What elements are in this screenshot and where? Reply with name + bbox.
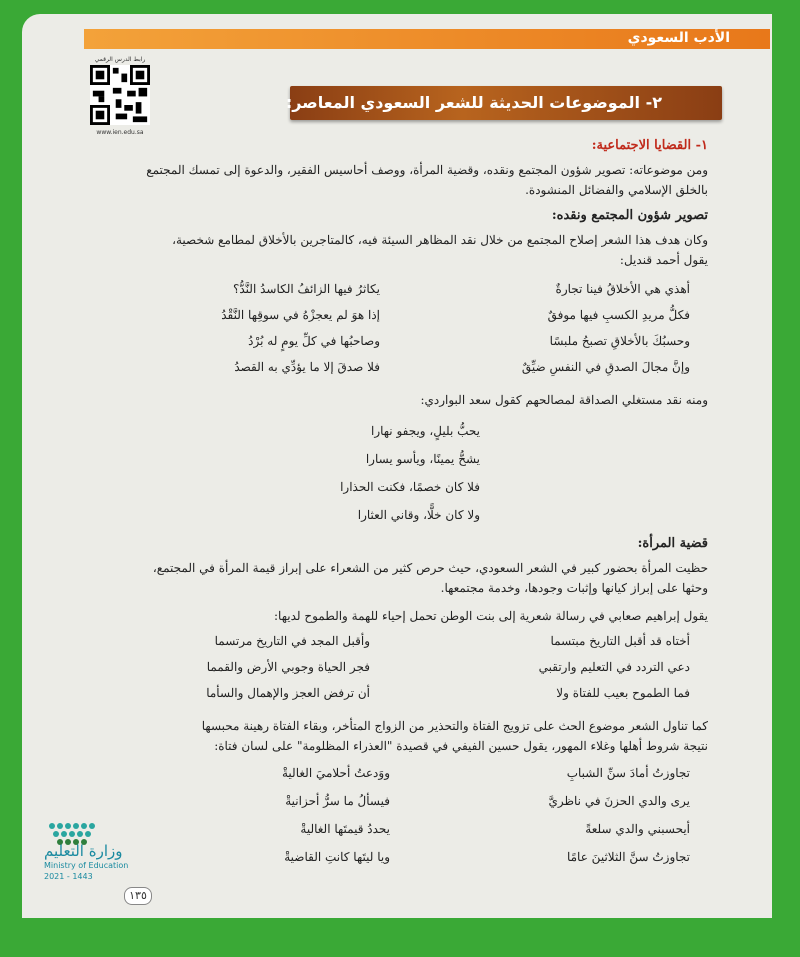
qr-code-icon[interactable] bbox=[90, 65, 150, 125]
society-heading: تصوير شؤون المجتمع ونقده: bbox=[551, 208, 708, 223]
verse-a: أيحسبني والدي سلعةً bbox=[585, 822, 690, 836]
verse-a: وإنَّ مجالَ الصدقِ في النفسِ ضيِّقٌ bbox=[521, 360, 690, 374]
verse-a: وحسبُكَ بالأخلاقِ تصبحُ ملبسًا bbox=[549, 334, 690, 348]
edition-year: 2021 - 1443 bbox=[44, 872, 93, 881]
verse-a: أختاه قد أقبل التاريخ مبتسما bbox=[550, 634, 690, 648]
verse-a: دعي التردد في التعليم وارتقبي bbox=[538, 660, 690, 674]
social-intro-line-1: ومن موضوعاته: تصوير شؤون المجتمع ونقده، وقضية المرأة، ووصف أحاسيس الفقير، والدعوة إلى تمسك المجتمع bbox=[146, 163, 708, 177]
society-paragraph-1: وكان هدف هذا الشعر إصلاح المجتمع من خلال نقد المظاهر السيئة فيه، كالمتاجرين بالأخلاق لمطامع شخصية، bbox=[172, 233, 708, 247]
header-bar bbox=[84, 29, 770, 49]
section-title: ٢- الموضوعات الحديثة للشعر السعودي المعاصر: bbox=[285, 93, 662, 112]
section-banner bbox=[285, 86, 722, 120]
woman-paragraph-3: يقول إبراهيم صعابي في رسالة شعرية إلى بنت الوطن تحمل إحياء للهمة والطموح لديها: bbox=[274, 609, 708, 623]
page-number: ١٣٥ bbox=[124, 887, 152, 905]
verse-b: أن ترفض العجز والإهمال والسأما bbox=[206, 686, 370, 700]
verse-a: يرى والدي الحزنَ في ناظريَّ bbox=[548, 794, 690, 808]
verse-b: فلا صدقَ إلا ما يؤدِّي به القصدُ bbox=[234, 360, 380, 374]
verse-line: يحبُّ بليلٍ، ويجفو نهارا bbox=[370, 424, 480, 438]
ministry-name-ar: وزارة التعليم bbox=[44, 842, 123, 860]
verse-b: يكاثرُ فيها الزائفُ الكاسدُ النَّدُّ؟ bbox=[233, 282, 380, 296]
verse-b: إذا هوَ لم يعجزْهُ في سوقِها النَّقْدُ bbox=[221, 308, 380, 322]
society-paragraph-2: يقول أحمد قنديل: bbox=[619, 253, 708, 267]
verse-line: ولا كان خلًّا، وقاني العثارا bbox=[357, 508, 480, 522]
verse-a: تجاوزتُ أمادَ سنِّ الشبابِ bbox=[566, 766, 690, 780]
woman-heading: قضية المرأة: bbox=[637, 536, 708, 551]
qr-block[interactable] bbox=[86, 56, 154, 146]
verse-a: فما الطموح بعيب للفتاة ولا bbox=[556, 686, 690, 700]
social-intro-line-2: بالخلق الإسلامي والفضائل المنشودة. bbox=[525, 183, 708, 197]
verse-line: يشحُّ يمينًا، ويأسو يسارا bbox=[365, 452, 480, 466]
verse-a: فكلُّ مريدِ الكسبِ فيها موفقٌ bbox=[547, 308, 690, 322]
verse-b: فجر الحياة وجوبي الأرض والقمما bbox=[206, 660, 370, 674]
verse-b: يحددُ قيمتَها الغاليةْ bbox=[300, 822, 390, 836]
society-paragraph-3: ومنه نقد مستغلي الصداقة لمصالحهم كقول سعد البواردي: bbox=[420, 393, 708, 407]
verse-a: أهذي هي الأخلاقُ فينا تجارةٌ bbox=[555, 282, 690, 296]
header-title: الأدب السعودي bbox=[627, 30, 730, 46]
verse-b: ويا ليتَها كانتِ القاضيةْ bbox=[284, 850, 390, 864]
woman-paragraph-4: كما تناول الشعر موضوع الحث على تزويج الفتاة والتحذير من الزواج المتأخر، وبقاء الفتاة رهينة محبسها bbox=[201, 719, 708, 733]
qr-url[interactable]: www.ien.edu.sa bbox=[96, 129, 144, 136]
ministry-name-en: Ministry of Education bbox=[44, 861, 129, 870]
bottom-band bbox=[0, 918, 800, 957]
verse-b: وصاحبُها في كلِّ يومٍ له بُرْدُ bbox=[248, 334, 380, 348]
social-issues-title: ١- القضايا الاجتماعية: bbox=[591, 138, 708, 153]
qr-label: رابط الدرس الرقمي bbox=[94, 56, 146, 63]
verse-a: تجاوزتُ سنَّ الثلاثينَ عامًا bbox=[566, 850, 690, 864]
woman-paragraph-1: حظيت المرأة بحضور كبير في الشعر السعودي، حيث حرص كثير من الشعراء على إبراز قيمة المرأة في المجتمع، bbox=[152, 561, 708, 575]
verse-b: فيسألُ ما سرُّ أحزانيةْ bbox=[285, 794, 390, 808]
woman-paragraph-5: نتيجة شروط أهلها وغلاء المهور، يقول حسين الفيفي في قصيدة "العذراء المظلومة" على لسان فتاة: bbox=[214, 739, 708, 753]
verse-b: ووَدعتُ أحلاميَ الغاليةْ bbox=[282, 766, 390, 780]
verse-b: وأقبل المجد في التاريخ مرتسما bbox=[214, 634, 370, 648]
verse-line: فلا كان خصمًا، فكنت الحذارا bbox=[340, 480, 480, 494]
woman-paragraph-2: وحثها على إبراز كيانها وإثبات وجودها، وخدمة مجتمعها. bbox=[440, 581, 708, 595]
right-strip bbox=[772, 0, 800, 957]
